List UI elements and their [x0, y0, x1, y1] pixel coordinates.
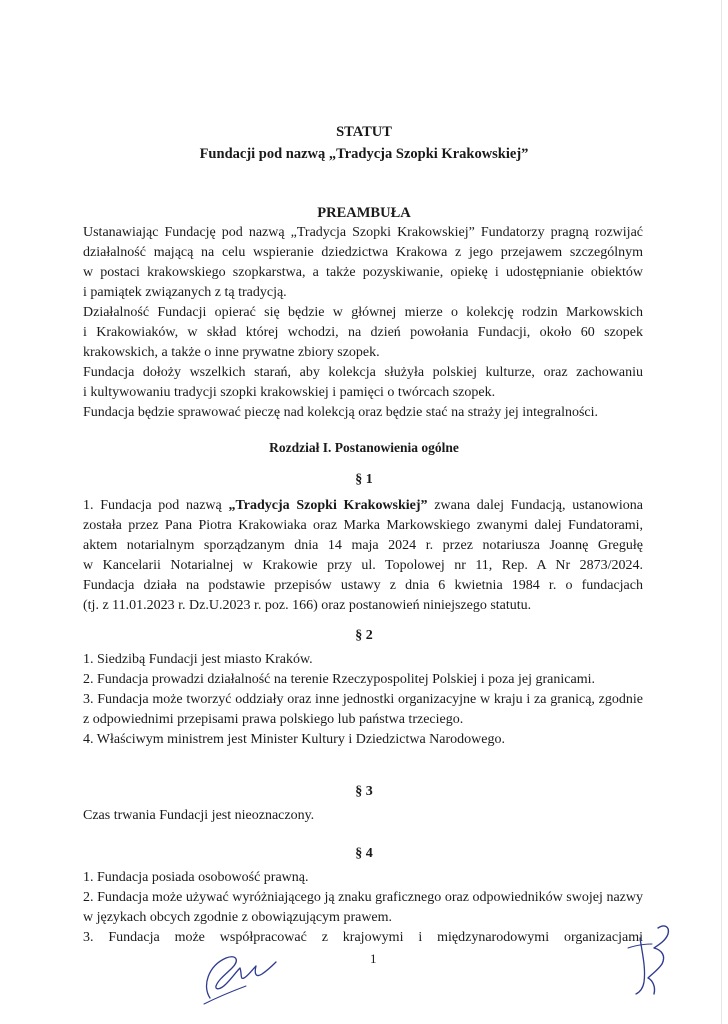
preamble-line: Fundacja będzie sprawować pieczę nad kolekcją oraz będzie stać na straży jej integralności. [83, 405, 599, 420]
preamble-line: Fundacja dołoży wszelkich starań, aby kolekcja służyła polskiej kulturze, oraz zachowaniu [83, 365, 643, 380]
section-1-text: 1. Fundacja pod nazwą [83, 498, 229, 513]
preamble-line: działalność mającą na celu wspieranie dziedzictwa Krakowa z jego przejawem szczególnym [83, 245, 643, 260]
section-4-heading: § 4 [355, 846, 373, 861]
section-2-line: 1. Siedzibą Fundacji jest miasto Kraków. [83, 652, 313, 667]
section-3-line: Czas trwania Fundacji jest nieoznaczony. [83, 808, 315, 823]
section-1-line [83, 498, 643, 514]
preamble-line: Działalność Fundacji opierać się będzie w głównej mierze o kolekcję rodzin Markowskich [83, 305, 643, 320]
section-2-heading: § 2 [355, 628, 373, 643]
signature-right [618, 918, 678, 998]
section-4-line: w językach obcych zgodnie z obowiązującym prawem. [83, 910, 393, 925]
chapter-heading: Rozdział I. Postanowienia ogólne [269, 440, 459, 455]
section-2-line: z odpowiednimi przepisami prawa polskiego lub państwa trzeciego. [83, 712, 464, 727]
section-1-line: (tj. z 11.01.2023 r. Dz.U.2023 r. poz. 166) oraz postanowień niniejszego statutu. [83, 598, 532, 613]
preamble-line: krakowskich, a także o inne prywatne zbiory szopek. [83, 345, 380, 360]
section-4-line: 2. Fundacja może używać wyróżniającego ją znaku graficznego oraz odpowiedników swojej nazwy [83, 890, 643, 905]
section-4-line: 3. Fundacja może współpracować z krajowymi i międzynarodowymi organizacjami [83, 930, 643, 945]
preamble-line: i Krakowiaków, w skład której wchodzi, na dzień powołania Fundacji, około 60 szopek [83, 325, 643, 340]
page-number: 1 [370, 951, 377, 966]
preamble-line: i kultywowaniu tradycji szopki krakowskiej i pamięci o twórcach szopek. [83, 385, 496, 400]
section-4-line: 1. Fundacja posiada osobowość prawną. [83, 870, 309, 885]
foundation-name: „Tradycja Szopki Krakowskiej” [228, 498, 428, 513]
document-subtitle: Fundacji pod nazwą „Tradycja Szopki Krakowskiej” [199, 146, 529, 162]
section-2-line: 4. Właściwym ministrem jest Minister Kultury i Dziedzictwa Narodowego. [83, 732, 505, 747]
section-2-line: 2. Fundacja prowadzi działalność na terenie Rzeczypospolitej Polskiej i poza jej granicami. [83, 672, 595, 687]
preamble-line: w postaci krakowskiego szopkarstwa, a także pozyskiwanie, opiekę i udostępnianie obiektów [83, 265, 643, 280]
section-2-line: 3. Fundacja może tworzyć oddziały oraz inne jednostki organizacyjne w kraju i za granicą, zgodnie [83, 692, 643, 707]
section-1-line: została przez Pana Piotra Krakowiaka oraz Marka Markowskiego zwanymi dalej Fundatorami, [83, 518, 643, 533]
section-1-text: zwana dalej Fundacją, ustanowiona [427, 498, 643, 513]
section-1-line: w Kancelarii Notarialnej w Krakowie przy ul. Topolowej nr 11, Rep. A Nr 2873/2024. [83, 558, 643, 573]
section-3-heading: § 3 [355, 784, 373, 799]
document-title: STATUT [336, 124, 392, 140]
section-1-heading: § 1 [355, 472, 373, 487]
signature-left [196, 946, 286, 1006]
section-1-line: aktem notarialnym sporządzanym dnia 14 maja 2024 r. przez notariusza Joannę Gregułę [83, 538, 643, 553]
section-1-line: Fundacja działa na podstawie przepisów ustawy z dnia 6 kwietnia 1984 r. o fundacjach [83, 578, 643, 593]
preamble-line: Ustanawiając Fundację pod nazwą „Tradycja Szopki Krakowskiej” Fundatorzy pragną rozwijać [83, 225, 643, 240]
preamble-heading: PREAMBUŁA [317, 205, 411, 221]
preamble-line: i pamiątek związanych z tą tradycją. [83, 285, 287, 300]
